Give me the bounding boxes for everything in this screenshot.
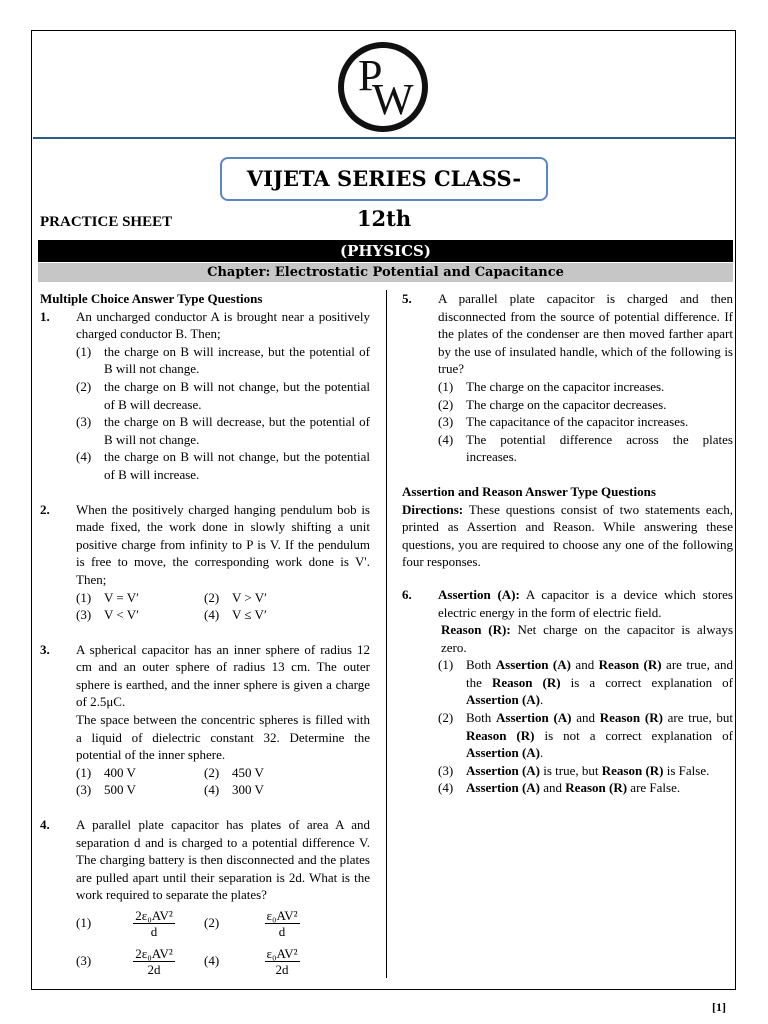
subject-bar: (PHYSICS) — [38, 240, 733, 262]
pw-logo: P W — [338, 42, 428, 132]
question-text: An uncharged conductor A is brought near a positively charged conductor B. Then; — [76, 308, 370, 342]
option-3[interactable]: 500 V — [104, 782, 136, 798]
option-1[interactable]: $\frac{\text{2ε₀AV²}}{d}$ — [135, 907, 173, 939]
series-title: VIJETA SERIES CLASS-12th — [220, 157, 548, 201]
option-2[interactable]: (2) the charge on B will not change, but the potential of B will decrease. — [76, 378, 370, 412]
option-4[interactable]: (4) The potential difference across the plates increases. — [438, 431, 733, 465]
option-1[interactable]: 400 V — [104, 764, 136, 780]
option-1[interactable]: (1) the charge on B will increase, but the potential of B will not change. — [76, 343, 370, 377]
option-1[interactable]: (1) The charge on the capacitor increases. — [438, 378, 665, 394]
option-4[interactable]: (4) Assertion (A) and Reason (R) are False. — [438, 780, 681, 796]
assertion-statement: Assertion (A): A capacitor is a device which stores electric energy in the form of electric field. — [438, 586, 733, 620]
option-4[interactable]: $\frac{\text{ε₀AV²}}{2d}$ — [266, 945, 298, 977]
question-2: 2. When the positively charged hanging pendulum bob is made fixed, the work done in slowly shifting a unit positive charge from infinity to P is V. If the pendulum is free to move, the corresponding work done is V'. Then; (1) V = V′ (2) V > V′ (3) V < V′ (4) V ≤ V′ — [40, 501, 370, 623]
option-2[interactable]: 450 V — [232, 764, 264, 780]
question-text: A spherical capacitor has an inner sphere of radius 12 cm and an outer sphere of radius 13 cm. The outer sphere is earthed, and the inner sphere is given a charge of 2.5μC. — [76, 641, 370, 710]
option-3[interactable]: V < V′ — [104, 607, 139, 623]
option-2[interactable]: $\frac{\text{ε₀AV²}}{d}$ — [266, 907, 298, 939]
question-text-2: The space between the concentric spheres is filled with a liquid of dielectric constant 32. Determine the potential of the inner sphere. — [76, 712, 370, 763]
question-1: 1. An uncharged conductor A is brought near a positively charged conductor B. Then; (1) the charge on B will increase, but the potential of B will not change. (2) the charge on B will not change, but the potential of B will decrease. (3) the charge on B will decrease, but the potential of B will not change. (4) the charge on B will not change, but the potential of B will increase. — [40, 308, 370, 482]
option-2[interactable]: V > V′ — [232, 589, 267, 605]
option-4[interactable]: V ≤ V′ — [232, 607, 267, 623]
option-1[interactable]: (1) Both Assertion (A) and Reason (R) are true, and the Reason (R) is a correct explanation of Assertion (A). — [438, 657, 734, 708]
option-3[interactable]: (3) the charge on B will decrease, but the potential of B will not change. — [76, 414, 370, 447]
right-column — [402, 290, 733, 797]
option-4[interactable]: (4) the charge on B will not change, but the potential of B will increase. — [76, 449, 370, 482]
question-5: 5. A parallel plate capacitor is charged and then disconnected from the source of potential difference. If the plates of the condenser are then moved farther apart by the use of insulated handle, which of the following is true? (1) The charge on the capacitor increases. (2) The charge on the capacitor decreases. (3) The capacitance of the capacitor increases. (4) The potential difference across the plates increases. — [402, 291, 733, 465]
question-text: When the positively charged hanging pendulum bob is made fixed, the work done in slowly shifting a unit positive charge from infinity to P is V. If the pendulum is free to move, the corresponding work done is V'. Then; — [76, 501, 370, 587]
option-3[interactable]: (3) Assertion (A) is true, but Reason (R) is False. — [438, 762, 710, 778]
option-2[interactable]: (2) The charge on the capacitor decreases. — [438, 396, 667, 412]
column-divider — [386, 290, 387, 978]
section-title-assertion-reason: Assertion and Reason Answer Type Questions — [402, 483, 656, 499]
question-text: A parallel plate capacitor is charged and then disconnected from the source of potential difference. If the plates of the condenser are then moved farther apart by the use of insulated handle, which of the following is true? — [438, 291, 733, 377]
section-title-mcq: Multiple Choice Answer Type Questions — [40, 291, 263, 306]
question-6: 6. Assertion (A): A capacitor is a device which stores electric energy in the form of electric field. — [402, 586, 733, 620]
practice-sheet-label: PRACTICE SHEET — [40, 214, 173, 230]
page-number: [1] — [712, 1000, 726, 1014]
question-3: 3. A spherical capacitor has an inner sphere of radius 12 cm and an outer sphere of radius 13 cm. The outer sphere is earthed, and the inner sphere is given a charge of 2.5μC. The space between the concentric spheres is filled with a liquid of dielectric constant 32. Determine the potential of the inner sphere. (1) 400 V (2) 450 V (3) 500 V (4) 300 V — [40, 641, 370, 798]
option-1[interactable]: V = V′ — [104, 589, 139, 605]
question-4: 4. A parallel plate capacitor has plates of area A and separation d and is charged to a potential difference V. The charging battery is then disconnected and the plates are pulled apart until their separation is 2d. What is the work required to separate the plates? (1) $\frac{\text{2ε₀AV²}}{d}$ (2) $\frac{\text{ε₀AV²}}{d}$ (3) $\frac{\text{2ε₀AV²}}{2d}$ (4) $\frac{\text{ε₀AV²}}{2d}$ — [40, 817, 370, 977]
question-text: A parallel plate capacitor has plates of area A and separation d and is charged to a potential difference V. The charging battery is then disconnected and the plates are pulled apart until their separation is 2d. What is the work required to separate the plates? — [76, 817, 370, 903]
option-4[interactable]: 300 V — [232, 782, 264, 798]
option-2[interactable]: (2) Both Assertion (A) and Reason (R) are true, but Reason (R) is not a correct explanation of Assertion (A). — [438, 710, 734, 761]
reason-statement: Reason (R): Net charge on the capacitor is always zero. — [441, 622, 734, 655]
chapter-bar: Chapter: Electrostatic Potential and Capacitance — [38, 263, 733, 282]
option-3[interactable]: (3) The capacitance of the capacitor increases. — [438, 414, 689, 430]
directions: Directions: These questions consist of two statements each, printed as Assertion and Reason. While answering these questions, you are required to choose any one of the following four responses. — [402, 501, 733, 570]
option-3[interactable]: $\frac{\text{2ε₀AV²}}{2d}$ — [135, 945, 173, 977]
left-column — [40, 290, 370, 980]
header-divider — [33, 137, 735, 139]
